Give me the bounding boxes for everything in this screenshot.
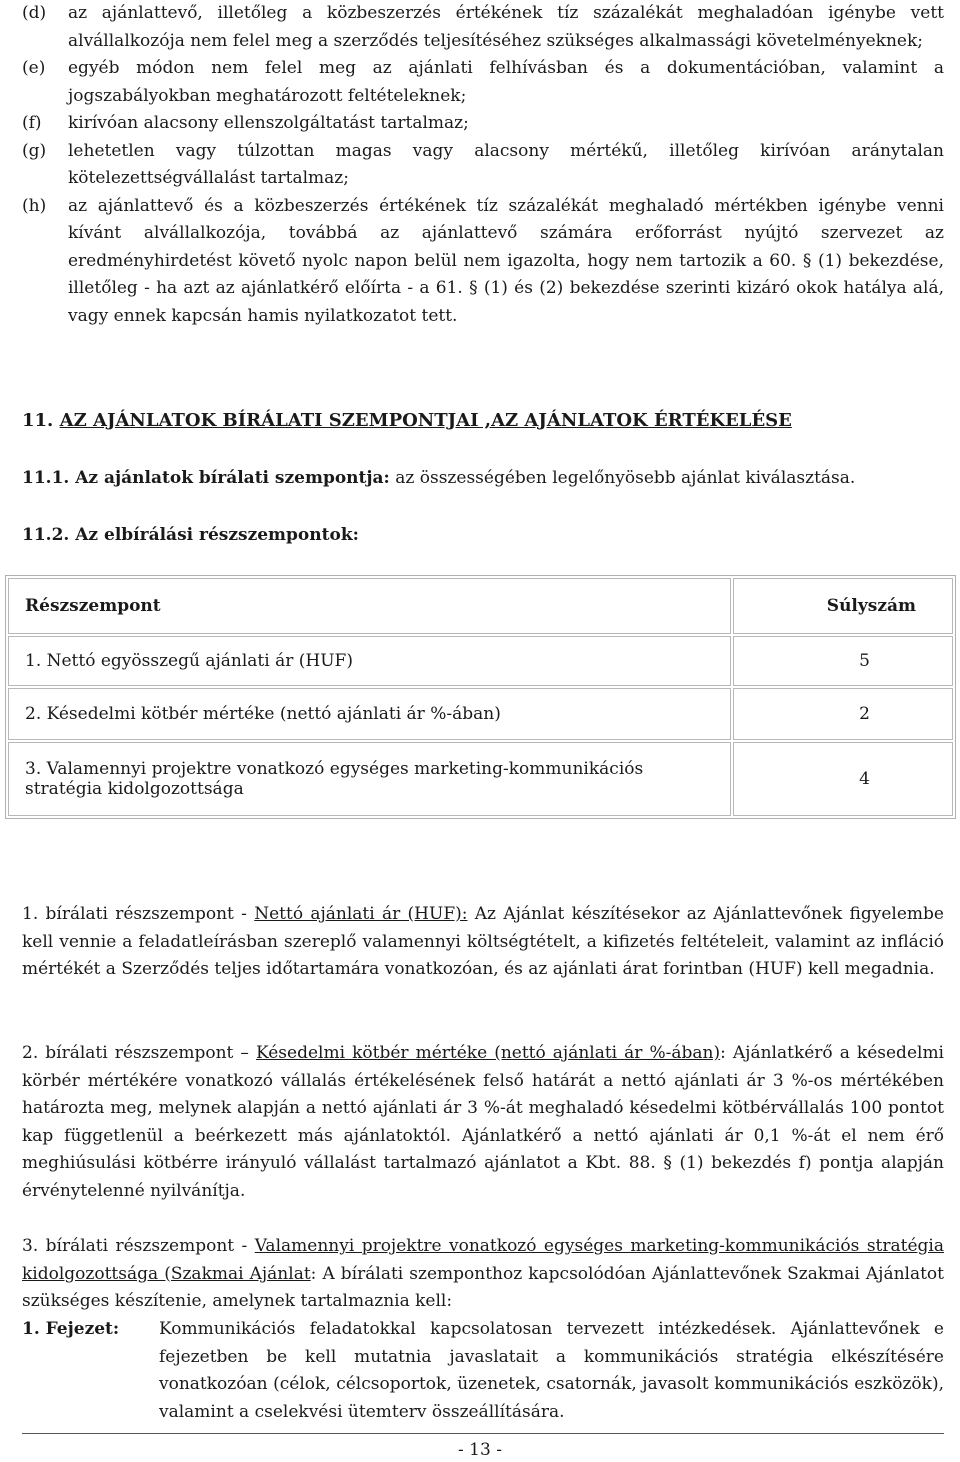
list-item-text: kirívóan alacsony ellenszolgáltatást tartalmaz; [68, 113, 469, 133]
chapter-label: 1. Fejezet: [22, 1319, 120, 1339]
chapter-text: Kommunikációs feladatokkal kapcsolatosan tervezett intézkedések. Ajánlattevőnek e fejezetben be kell mutatnia javaslatait a kommunikációs stratégia elkészítésére vonatkozóan (célok, célcsoportok, üzenetek, csatornák, javasolt kommunikációs eszközök), valamint a cselekvési ütemterv összeállítására. [159, 1319, 944, 1422]
section-title: AZ AJÁNLATOK BÍRÁLATI SZEMPONTJAI ,AZ AJÁNLATOK ÉRTÉKELÉSE [59, 410, 792, 431]
list-item [22, 0, 944, 55]
para-criterion: Késedelmi kötbér mértéke (nettó ajánlati ár %-ában) [256, 1043, 721, 1063]
table-row [8, 688, 953, 740]
header-criterion: Részszempont [8, 578, 731, 634]
list-item [22, 55, 944, 110]
page-number: - 13 - [458, 1440, 502, 1460]
weight-cell: 4 [733, 742, 953, 816]
para-intro: 1. bírálati részszempont - [22, 904, 255, 924]
para-body: Az Ajánlat készítésekor az Ajánlattevőnek figyelembe kell vennie a feladatleírásban szereplő valamennyi költségtételt, a kifizetés feltételeit, valamint az infláció mértékét a Szerződés teljes időtartamára vonatkozóan, és az ajánlati árat forintban (HUF) kell megadnia. [22, 904, 944, 979]
subsection-heading: 11.1. Az ajánlatok bírálati szempontja: [22, 468, 390, 488]
subsection-11-1 [22, 468, 855, 488]
criterion-2-description [22, 1040, 944, 1205]
list-item-text: egyéb módon nem felel meg az ajánlati felhívásban és a dokumentációban, valamint a jogszabályokban meghatározott feltételeknek; [68, 58, 944, 106]
criterion-1-description [22, 901, 944, 984]
subsection-text: az összességében legelőnyösebb ajánlat kiválasztása. [389, 468, 856, 488]
criterion-cell: 2. Késedelmi kötbér mértéke (nettó ajánlati ár %-ában) [8, 688, 731, 740]
criterion-cell: 3. Valamennyi projektre vonatkozó egységes marketing-kommunikációs stratégia kidolgozottsága [8, 742, 731, 816]
criteria-table [5, 575, 956, 819]
list-item-label: (g) [22, 140, 47, 161]
subsection-heading: 11.2. Az elbírálási részszempontok: [22, 525, 359, 545]
list-item [22, 193, 944, 331]
subsection-11-2 [22, 525, 359, 545]
header-weight: Súlyszám [733, 578, 953, 634]
para-intro: 2. bírálati részszempont – [22, 1043, 256, 1063]
table-header-row [8, 578, 953, 634]
list-item-text: lehetetlen vagy túlzottan magas vagy alacsony mértékű, illetőleg kirívóan aránytalan kötelezettségvállalást tartalmaz; [68, 140, 944, 188]
criterion-3-description [22, 1233, 944, 1316]
list-item-label: (h) [22, 195, 47, 216]
table-row [8, 742, 953, 816]
list-item [22, 110, 944, 138]
table-row [8, 636, 953, 686]
list-item-text: az ajánlattevő, illetőleg a közbeszerzés értékének tíz százalékát meghaladóan igénybe vett alvállalkozója nem felel meg a szerződés teljesítéséhez szükséges alkalmassági követelményeknek; [68, 3, 944, 51]
section-number: 11. [22, 410, 54, 431]
list-item-label: (e) [22, 58, 46, 78]
exclusion-list [22, 0, 944, 330]
section-heading [22, 410, 792, 431]
weight-cell: 2 [733, 688, 953, 740]
chapter-1 [22, 1316, 944, 1426]
list-item-label: (d) [22, 3, 47, 23]
list-item-text: az ajánlattevő és a közbeszerzés értékének tíz százalékát meghaladó mértékben igénybe venni kívánt alvállalkozója, továbbá az ajánlattevő számára erőforrást nyújtó szervezet az eredményhirdetést követő nyolc napon belül nem igazolta, hogy nem tartozik a 60. § (1) bekezdése, illetőleg - ha azt az ajánlatkérő előírta - a 61. § (1) és (2) bekezdése szerinti kizáró okok hatálya alá, vagy ennek kapcsán hamis nyilatkozatot tett. [68, 195, 944, 326]
footer-divider [22, 1433, 944, 1434]
weight-cell: 5 [733, 636, 953, 686]
list-item [22, 138, 944, 193]
para-body: : A bírálati szemponthoz kapcsolódóan Ajánlattevőnek Szakmai Ajánlatot szükséges készítenie, amelynek tartalmaznia kell: [22, 1263, 944, 1311]
para-body: : Ajánlatkérő a késedelmi körbér mértékére vonatkozó vállalás értékelésének felső határát a nettó ajánlati ár 3 %-os mértékében határozta meg, melynek alapján a nettó ajánlati ár 3 %-át meghaladó késedelmi kötbérvállalás 100 pontot kap függetlenül a beérkezett más ajánlatoktól. Ajánlatkérő a nettó ajánlati ár 0,1 %-át el nem érő meghiúsulási kötbérre irányuló vállalást tartalmazó ajánlatot a Kbt. 88. § (1) bekezdés f) pontja alapján érvénytelenné nyilvánítja. [22, 1043, 944, 1201]
para-criterion: Nettó ajánlati ár (HUF): [254, 904, 468, 924]
para-intro: 3. bírálati részszempont - [22, 1236, 255, 1256]
para-criterion: Valamennyi projektre vonatkozó egységes marketing-kommunikációs stratégia kidolgozottsága (Szakmai Ajánlat [22, 1236, 944, 1284]
list-item-label: (f) [22, 113, 42, 133]
criterion-cell: 1. Nettó egyösszegű ajánlati ár (HUF) [8, 636, 731, 686]
